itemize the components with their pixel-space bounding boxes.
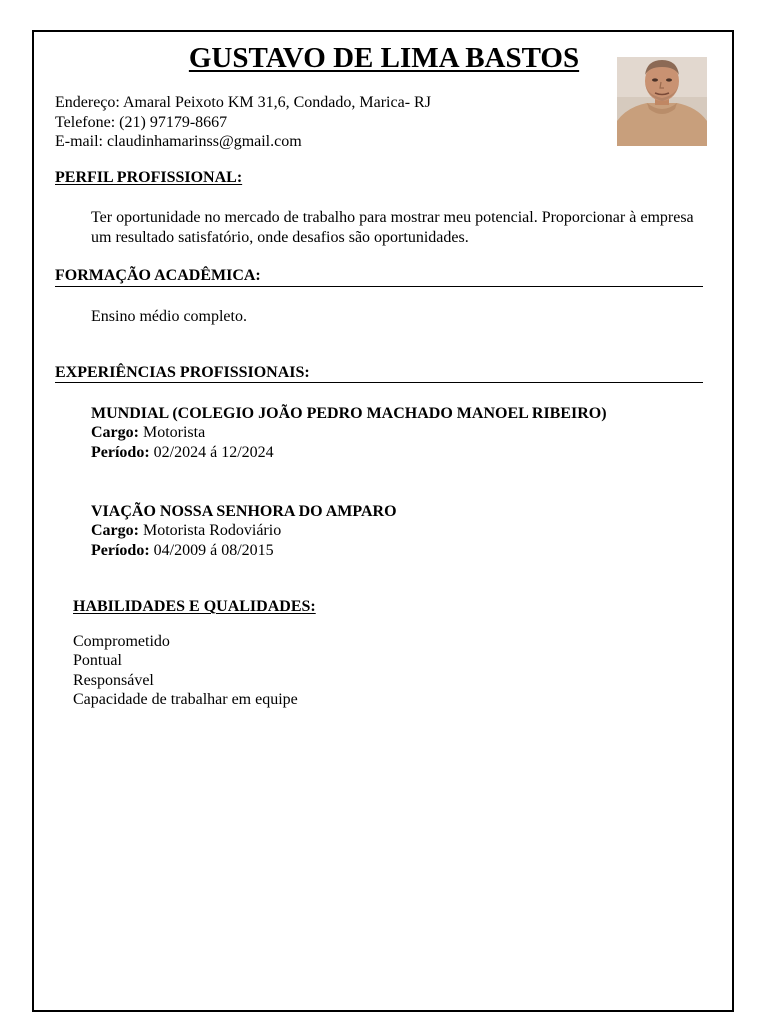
skill-item: Capacidade de trabalhar em equipe: [73, 691, 298, 708]
profile-photo: [617, 57, 707, 146]
profile-section-title: PERFIL PROFISSIONAL:: [55, 169, 243, 186]
job-role-line: [91, 521, 281, 541]
job-period-line: [91, 541, 274, 561]
education-text: Ensino médio completo.: [91, 308, 247, 325]
cargo-label: Cargo:: [91, 424, 139, 441]
skills-section-title: HABILIDADES E QUALIDADES:: [73, 598, 316, 615]
education-divider: [55, 286, 703, 287]
experience-divider: [55, 382, 703, 383]
job-period: 04/2009 á 08/2015: [153, 542, 274, 559]
email-line: E-mail: claudinhamarinss@gmail.com: [55, 133, 302, 150]
job-role: Motorista Rodoviário: [142, 522, 282, 539]
profile-text: Ter oportunidade no mercado de trabalho para mostrar meu potencial. Proporcionar à empresa um resultado satisfatório, onde desafios são oportunidades.: [91, 209, 694, 246]
cargo-label: Cargo:: [91, 522, 139, 539]
skill-item: Comprometido: [73, 633, 170, 650]
job-period-line: [91, 443, 274, 463]
periodo-label: Período:: [91, 444, 150, 461]
skill-item: Responsável: [73, 672, 154, 689]
job-company: VIAÇÃO NOSSA SENHORA DO AMPARO: [91, 503, 397, 520]
education-section-title: FORMAÇÃO ACADÊMICA:: [55, 267, 261, 284]
address-line: Endereço: Amaral Peixoto KM 31,6, Condado, Marica- RJ: [55, 94, 431, 111]
experience-section-title: EXPERIÊNCIAS PROFISSIONAIS:: [55, 364, 310, 381]
person-photo-illustration: [617, 57, 707, 146]
job-company: MUNDIAL (COLEGIO JOÃO PEDRO MACHADO MANOEL RIBEIRO): [91, 405, 607, 422]
job-role: Motorista: [142, 424, 206, 441]
job-period: 02/2024 á 12/2024: [153, 444, 274, 461]
job-role-line: [91, 423, 205, 443]
skill-item: Pontual: [73, 652, 122, 669]
periodo-label: Período:: [91, 542, 150, 559]
phone-line: Telefone: (21) 97179-8667: [55, 114, 228, 131]
resume-name: GUSTAVO DE LIMA BASTOS: [188, 42, 580, 74]
